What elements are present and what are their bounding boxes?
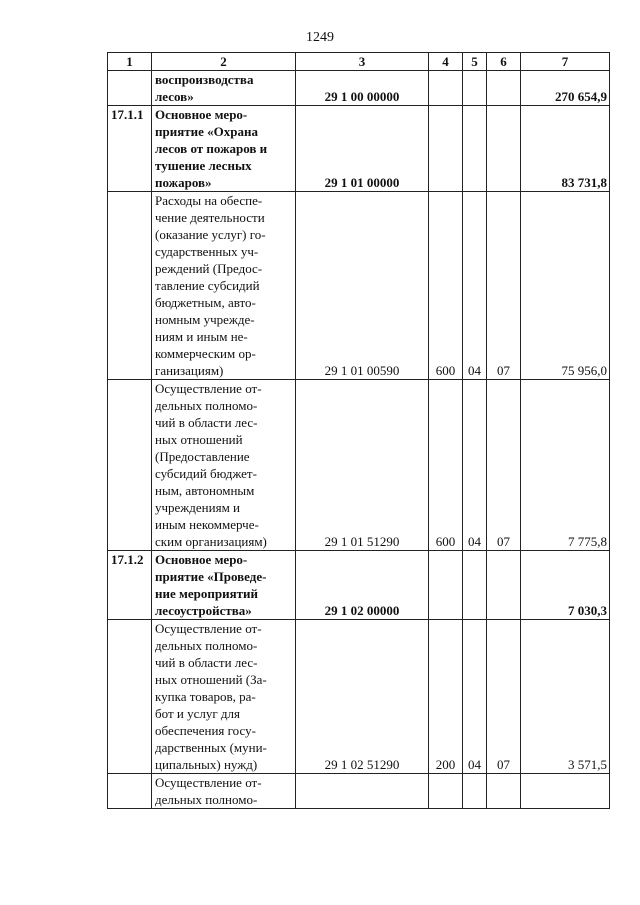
row-col-6 bbox=[487, 774, 521, 809]
table-row bbox=[108, 380, 610, 551]
row-name: Осуществление от- дельных полномо- bbox=[152, 774, 296, 809]
row-col-5: 04 bbox=[463, 380, 487, 551]
row-amount: 270 654,9 bbox=[521, 71, 610, 106]
row-col-5 bbox=[463, 551, 487, 620]
table-row bbox=[108, 106, 610, 192]
row-amount bbox=[521, 774, 610, 809]
table-row bbox=[108, 71, 610, 106]
row-col-6 bbox=[487, 551, 521, 620]
header-col-2: 2 bbox=[152, 53, 296, 71]
row-col-6: 07 bbox=[487, 380, 521, 551]
row-number: 17.1.2 bbox=[108, 551, 152, 620]
table-row bbox=[108, 551, 610, 620]
row-number: 17.1.1 bbox=[108, 106, 152, 192]
page-number: 1249 bbox=[306, 30, 334, 45]
header-col-6: 6 bbox=[487, 53, 521, 71]
row-name: Расходы на обеспе- чение деятельности (оказание услуг) го- сударственных уч- реждений (Предос- тавление субсидий бюджетным, авто- номным учрежде- ниям и иным не- коммерческим ор- ганизациям) bbox=[152, 192, 296, 380]
row-amount: 7 775,8 bbox=[521, 380, 610, 551]
row-col-4 bbox=[429, 551, 463, 620]
table-row bbox=[108, 774, 610, 809]
row-col-4 bbox=[429, 71, 463, 106]
header-col-4: 4 bbox=[429, 53, 463, 71]
row-number bbox=[108, 380, 152, 551]
table-row bbox=[108, 620, 610, 774]
row-col-4: 600 bbox=[429, 192, 463, 380]
header-col-3: 3 bbox=[296, 53, 429, 71]
row-name: Осуществление от- дельных полномо- чий в области лес- ных отношений (Предоставление субсидий бюджет- ным, автономным учреждениям и иным некоммерче- ским организациям) bbox=[152, 380, 296, 551]
header-col-5: 5 bbox=[463, 53, 487, 71]
row-name: Основное меро- приятие «Проведе- ние мероприятий лесоустройства» bbox=[152, 551, 296, 620]
row-number bbox=[108, 71, 152, 106]
table-row bbox=[108, 192, 610, 380]
row-number bbox=[108, 774, 152, 809]
row-col-6: 07 bbox=[487, 192, 521, 380]
table-header-row bbox=[108, 53, 610, 71]
row-col-6 bbox=[487, 106, 521, 192]
row-col-6 bbox=[487, 71, 521, 106]
row-col-4 bbox=[429, 106, 463, 192]
row-number bbox=[108, 620, 152, 774]
row-col-5 bbox=[463, 774, 487, 809]
row-code: 29 1 00 00000 bbox=[296, 71, 429, 106]
row-code: 29 1 01 00590 bbox=[296, 192, 429, 380]
header-col-7: 7 bbox=[521, 53, 610, 71]
row-code: 29 1 01 00000 bbox=[296, 106, 429, 192]
row-col-5 bbox=[463, 106, 487, 192]
header-col-1: 1 bbox=[108, 53, 152, 71]
row-code: 29 1 01 51290 bbox=[296, 380, 429, 551]
row-col-5: 04 bbox=[463, 192, 487, 380]
row-amount: 7 030,3 bbox=[521, 551, 610, 620]
row-number bbox=[108, 192, 152, 380]
row-col-4: 600 bbox=[429, 380, 463, 551]
row-code bbox=[296, 774, 429, 809]
row-code: 29 1 02 51290 bbox=[296, 620, 429, 774]
row-name: Основное меро- приятие «Охрана лесов от пожаров и тушение лесных пожаров» bbox=[152, 106, 296, 192]
row-col-4: 200 bbox=[429, 620, 463, 774]
row-col-5 bbox=[463, 71, 487, 106]
row-col-4 bbox=[429, 774, 463, 809]
row-code: 29 1 02 00000 bbox=[296, 551, 429, 620]
row-amount: 75 956,0 bbox=[521, 192, 610, 380]
row-name: Осуществление от- дельных полномо- чий в области лес- ных отношений (За- купка товаров, ра- бот и услуг для обеспечения госу- дарственных (муни- ципальных) нужд) bbox=[152, 620, 296, 774]
row-name: воспроизводства лесов» bbox=[152, 71, 296, 106]
row-col-5: 04 bbox=[463, 620, 487, 774]
row-amount: 3 571,5 bbox=[521, 620, 610, 774]
row-amount: 83 731,8 bbox=[521, 106, 610, 192]
budget-table bbox=[107, 52, 610, 809]
row-col-6: 07 bbox=[487, 620, 521, 774]
